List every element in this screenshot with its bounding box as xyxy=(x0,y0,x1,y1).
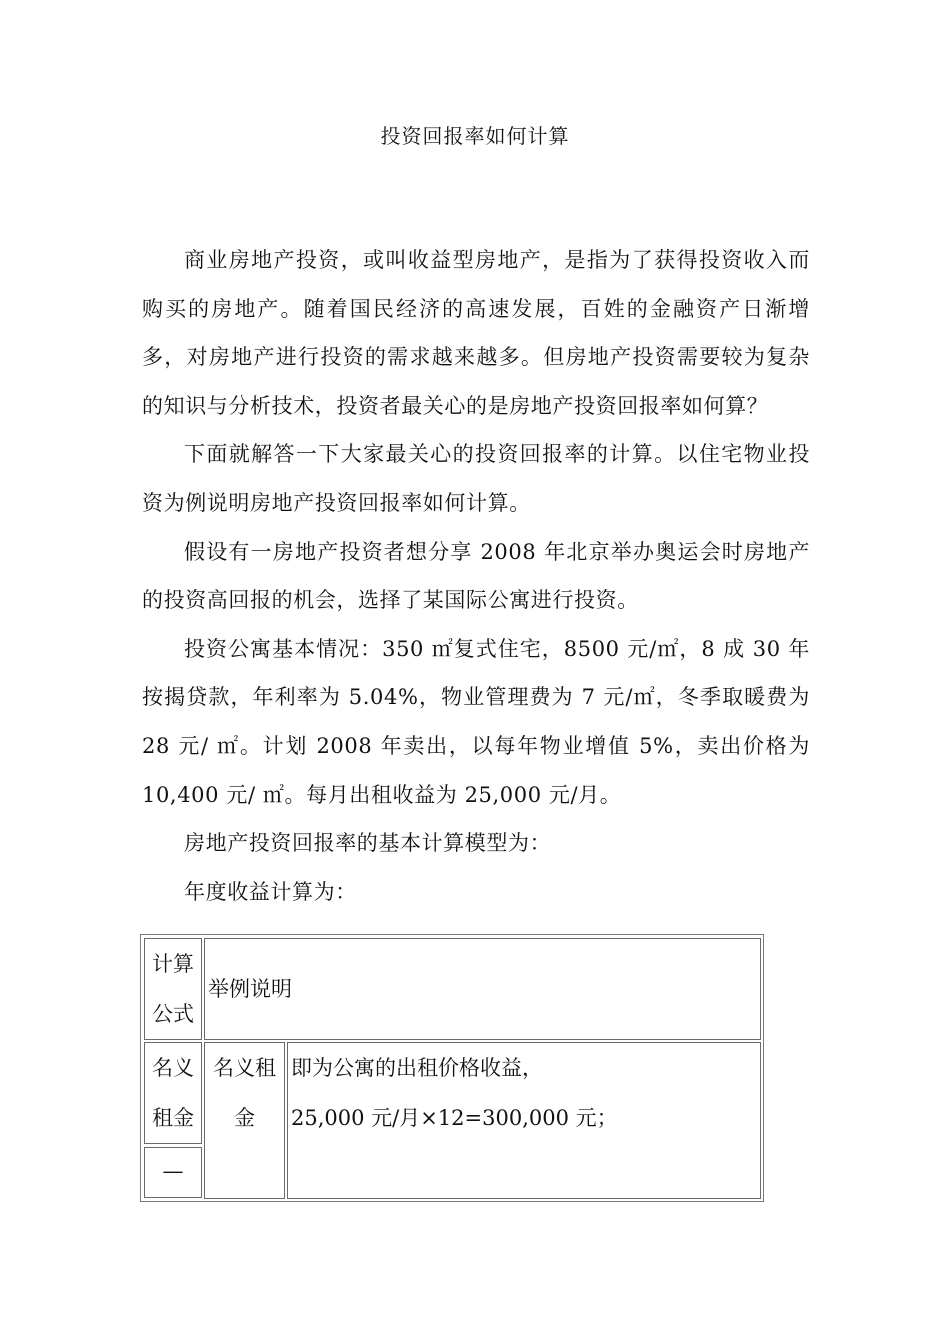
paragraph: 年度收益计算为： xyxy=(184,879,357,904)
paragraph: 房地产投资回报率的基本计算模型为： xyxy=(184,831,552,856)
header-cell-example xyxy=(204,938,761,1040)
calculation-table xyxy=(140,934,764,1202)
paragraph: 投资公寓基本情况：350 ㎡复式住宅，8500 元/㎡，8 成 30 年按揭贷款，年利率为 5.04%，物业管理费为 7 元/㎡，冬季取暖费为 28 元/ ㎡。计划 2008 年卖出，以每年物业增值 5%，卖出价格为 10,400 元/ ㎡。每月出租收益为 25,000 元/月。 xyxy=(142,636,810,807)
item-name-cell xyxy=(204,1042,285,1199)
cell-text: 名义 xyxy=(152,1056,194,1080)
cell-text: 25,000 元/月×12=300,000 元； xyxy=(291,1106,618,1130)
cell-text: 名义租 xyxy=(213,1056,276,1080)
paragraph: 商业房地产投资，或叫收益型房地产，是指为了获得投资收入而购买的房地产。随着国民经济的高速发展，百姓的金融资产日渐增多，对房地产进行投资的需求越来越多。但房地产投资需要较为复杂的知识与分析技术，投资者最关心的是房地产投资回报率如何算？ xyxy=(142,248,810,418)
cell-text: 金 xyxy=(234,1106,255,1130)
cell-text: 租金 xyxy=(152,1106,194,1130)
row-label-cell xyxy=(144,1042,202,1144)
body-text xyxy=(142,236,810,916)
header-cell-formula xyxy=(144,938,202,1040)
explanation-cell xyxy=(287,1042,761,1199)
cell-text: 计算 xyxy=(152,952,194,976)
cell-text: — xyxy=(162,1159,184,1183)
cell-text: 公式 xyxy=(152,1002,194,1026)
paragraph: 假设有一房地产投资者想分享 2008 年北京举办奥运会时房地产的投资高回报的机会，选择了某国际公寓进行投资。 xyxy=(142,539,810,613)
page-title: 投资回报率如何计算 xyxy=(380,124,570,148)
dash-cell xyxy=(144,1147,202,1198)
cell-text: 举例说明 xyxy=(208,977,292,1001)
cell-text: 即为公寓的出租价格收益， xyxy=(291,1056,543,1080)
paragraph: 下面就解答一下大家最关心的投资回报率的计算。以住宅物业投资为例说明房地产投资回报率如何计算。 xyxy=(142,442,810,515)
